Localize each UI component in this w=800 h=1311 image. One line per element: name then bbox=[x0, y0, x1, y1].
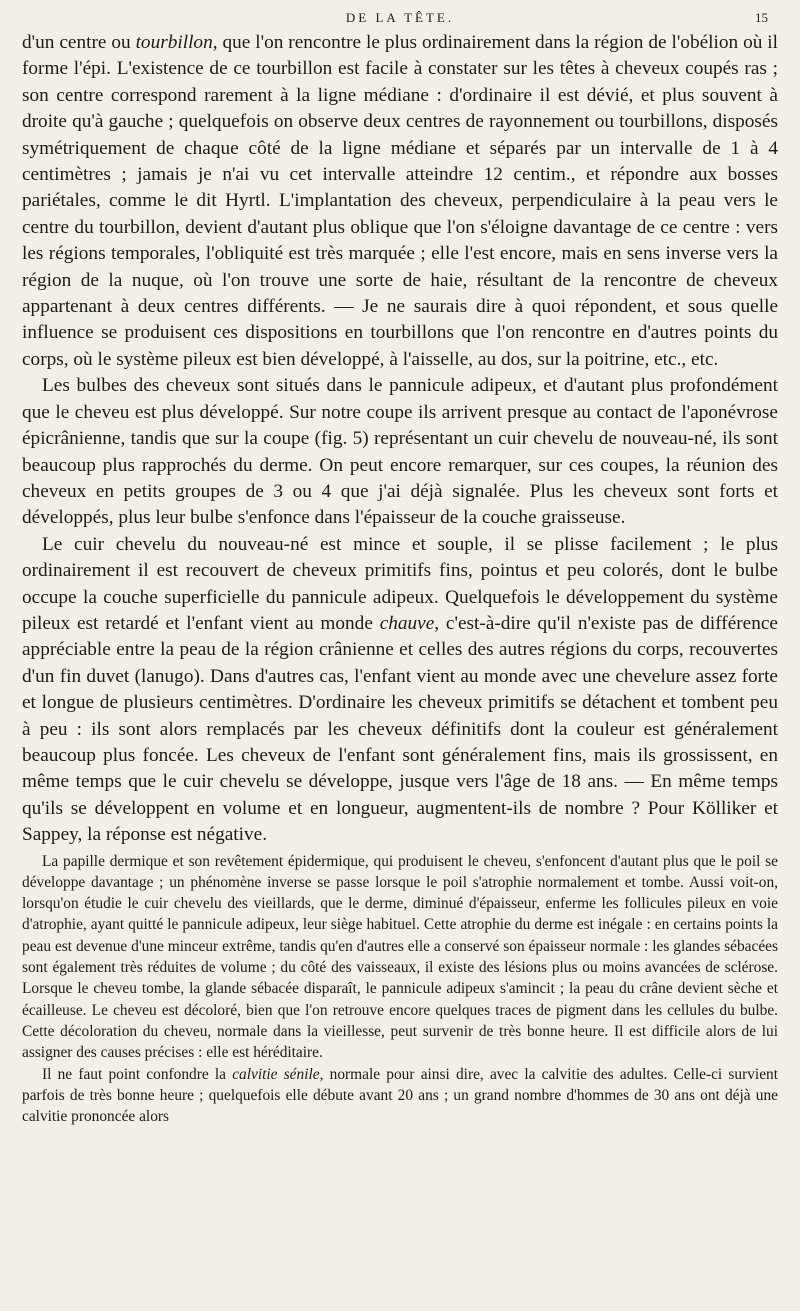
small-print-notes bbox=[22, 851, 778, 1128]
paragraph-bulbes: Les bulbes des cheveux sont situés dans le pannicule adipeux, et d'autant plus profondément que le cheveu est plus développé. Sur notre coupe ils arrivent presque au contact de l'aponévrose épicrânienne, tandis que sur la coupe (fig. 5) représentant un cuir chevelu de nouveau-né, ils sont beaucoup plus rapprochés du derme. On peut encore remarquer, sur ces coupes, la réunion des cheveux en petits groupes de 3 ou 4 que j'ai déjà signalée. Plus les cheveux sont forts et développés, plus leur bulbe s'enfonce dans l'épaisseur de la couche graisseuse. bbox=[22, 375, 778, 529]
main-text bbox=[22, 30, 778, 849]
note-papille: La papille dermique et son revêtement épidermique, qui produisent le cheveu, s'enfoncent d'autant plus que le poil se développe davantage ; un phénomène inverse se passe lorsque le poil s'atrophie normalement et tombe. Aussi voit-on, lorsqu'on étudie le cuir chevelu des vieillards, que le derme, diminué d'épaisseur, enferme les follicules pileux en voie d'atrophie, ayant quitté le pannicule adipeux, leur siège habituel. Cette atrophie du derme est inégale : en certains points la peau est devenue d'une minceur extrême, tandis qu'en d'autres elle a conservé son épaisseur normale : les glandes sébacées sont également très réduites de volume ; du côté des vaisseaux, il existe des lésions plus ou moins avancées de sclérose. Lorsque le cheveu tombe, la glande sébacée disparaît, le pannicule adipeux s'amincit ; la peau du crâne devient sèche et écailleuse. Le cheveu est décoloré, bien que l'on retrouve encore quelques traces de pigment dans les cellules du bulbe. Cette décoloration du cheveu, normale dans la vieillesse, peut survenir de très bonne heure. Il est difficile alors de lui assigner des causes précises : elle est héréditaire. bbox=[22, 852, 778, 1062]
paragraph-text: , c'est-à-dire qu'il n'existe pas de différence appréciable entre la peau de la région crânienne et celles des autres régions du corps, recouvertes d'un fin duvet (lanugo). Dans d'autres cas, l'enfant vient au monde avec une chevelure assez forte et longue de plusieurs centimètres. D'ordinaire les cheveux primitifs se détachent et tombent peu à peu : ils sont alors remplacés par les cheveux définitifs dont la couleur est généralement beaucoup plus foncée. Les cheveux de l'enfant sont généralement fins, mais ils grossissent, en même temps que le cuir chevelu se développe, jusque vers l'âge de 18 ans. — En même temps qu'ils se développent en volume et en longueur, augmentent-ils de nombre ? Pour Kölliker et Sappey, la réponse est négative. bbox=[22, 612, 778, 846]
note-text: Il ne faut point confondre la bbox=[42, 1065, 233, 1083]
note-calvitie bbox=[22, 1064, 778, 1128]
italic-term: tourbillon bbox=[135, 32, 213, 53]
paragraph-tourbillon bbox=[22, 30, 778, 373]
note-text: , normale pour ainsi dire, avec la calvitie des adultes. Celle-ci survient parfois de très bonne heure ; quelquefois elle débute avant 20 ans ; un grand nombre d'hommes de 30 ans ont déjà une calvitie prononcée alors bbox=[22, 1065, 778, 1126]
paragraph-text: , que l'on rencontre le plus ordinairement dans la région de l'obélion où il forme l'épi. L'existence de ce tourbillon est facile à constater sur les têtes à cheveux coupés ras ; son centre correspond rarement à la ligne médiane : d'ordinaire il est dévié, et plus souvent à droite qu'à gauche ; quelquefois on observe deux centres de rayonnement ou tourbillons, disposés symétriquement de chaque côté de la ligne médiane et séparés par un intervalle de 1 à 4 centimètres ; jamais je n'ai vu cet intervalle atteindre 12 centim., et répondre aux bosses pariétales, comme le dit Hyrtl. L'implantation des cheveux, perpendiculaire à la peau vers le centre du tourbillon, devient d'autant plus oblique que l'on s'éloigne davantage de ce centre : vers les régions temporales, l'obliquité est très marquée ; elle l'est encore, mais en sens inverse vers la région de la nuque, où l'on trouve une sorte de haie, résultant de la rencontre de cheveux appartenant à deux centres différents. — Je ne saurais dire à quoi répondent, et sous quelle influence se produisent ces dispositions en tourbillons que l'on rencontre en d'autres points du corps, où le système pileux est bien développé, à l'aisselle, au dos, sur la poitrine, etc., etc. bbox=[22, 32, 778, 370]
running-head bbox=[22, 6, 778, 30]
italic-term: chauve bbox=[379, 612, 435, 634]
italic-term: calvitie sénile bbox=[232, 1065, 320, 1083]
paragraph-text: Le cuir chevelu du nouveau-né est mince et souple, il se plisse facilement ; le plus ordinairement il est recouvert de cheveux primitifs fins, pointus et peu colorés, dont le bulbe occupe la couche superficielle du pannicule adipeux. Quelquefois le développement du système pileux est retardé et l'enfant vient au monde bbox=[22, 533, 778, 634]
paragraph-nouveau-ne bbox=[22, 532, 778, 849]
running-title: DE LA TÊTE. bbox=[345, 10, 455, 25]
page-number: 15 bbox=[755, 10, 768, 25]
paragraph-text: d'un centre ou bbox=[22, 32, 136, 53]
